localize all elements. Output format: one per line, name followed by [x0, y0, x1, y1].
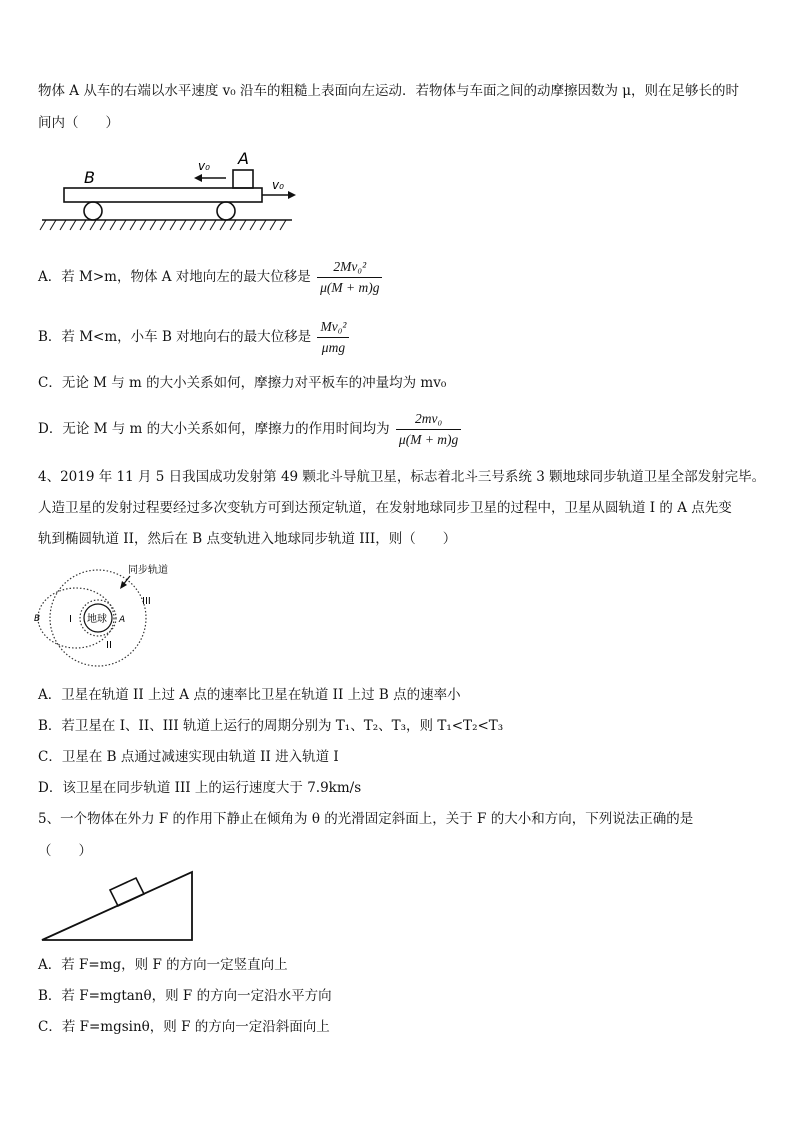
q3-cart-figure [38, 150, 308, 240]
label-v-right: v₀ [272, 178, 284, 192]
q4-stem-line2: 人造卫星的发射过程要经过多次变轨方可到达预定轨道，在发射地球同步卫星的过程中，卫星从圆轨道 I 的 A 点先变 [38, 500, 732, 516]
q3-option-b-text: B．若 M<m，小车 B 对地向右的最大位移是 [38, 329, 312, 345]
q5-option-c: C．若 F=mgsinθ，则 F 的方向一定沿斜面向上 [38, 1019, 330, 1035]
q5-option-b: B．若 F=mgtanθ，则 F 的方向一定沿水平方向 [38, 988, 332, 1004]
q3-stem-line1: 物体 A 从车的右端以水平速度 v₀ 沿车的粗糙上表面向左运动．若物体与车面之间的动摩擦因数为 μ，则在足够长的时 [38, 83, 740, 99]
fraction-numerator: 2mv₀ [396, 410, 461, 430]
fraction-numerator: Mv₀² [317, 318, 349, 338]
earth-label: 地球 [87, 614, 107, 625]
q4-orbit-figure [32, 560, 172, 670]
orbit-III-label: III [142, 596, 151, 607]
point-A-label: A [119, 615, 126, 625]
orbit-II-label: II [106, 640, 112, 651]
q3-option-a-text: A．若 M>m，物体 A 对地向左的最大位移是 [38, 269, 311, 285]
q3-option-b [38, 318, 349, 357]
sync-orbit-label: 同步轨道 [128, 565, 168, 576]
q3-option-d-fraction [396, 410, 461, 449]
q5-option-a: A．若 F=mg，则 F 的方向一定竖直向上 [38, 957, 288, 973]
fraction-numerator: 2Mv₀² [317, 258, 382, 278]
fraction-denominator: μ(M + m)g [398, 432, 459, 447]
orbit-I-label: I [69, 614, 72, 625]
q4-stem-line1: 4、2019 年 11 月 5 日我国成功发射第 49 颗北斗导航卫星，标志着北斗三号系统 3 颗地球同步轨道卫星全部发射完毕。 [38, 469, 766, 485]
label-v-left: v₀ [198, 159, 210, 173]
q3-option-a [38, 258, 382, 297]
q4-option-a: A．卫星在轨道 II 上过 A 点的速率比卫星在轨道 II 上过 B 点的速率小 [38, 687, 461, 703]
label-A: A [238, 150, 249, 168]
fraction-denominator: μmg [321, 340, 346, 355]
q3-option-a-fraction [317, 258, 382, 297]
q3-option-c: C．无论 M 与 m 的大小关系如何，摩擦力对平板车的冲量均为 mv₀ [38, 375, 447, 391]
q4-option-d: D．该卫星在同步轨道 III 上的运行速度大于 7.9km/s [38, 780, 362, 796]
label-B: B [84, 168, 95, 187]
q3-option-d [38, 410, 461, 449]
q5-incline-figure [38, 868, 198, 944]
q5-stem-line2: （ ） [38, 843, 92, 859]
q4-option-b: B．若卫星在 I、II、III 轨道上运行的周期分别为 T₁、T₂、T₃，则 T₁<T₂<T₃ [38, 718, 504, 734]
q4-option-c: C．卫星在 B 点通过减速实现由轨道 II 进入轨道 I [38, 749, 339, 765]
fraction-denominator: μ(M + m)g [320, 280, 380, 295]
q4-stem-line3: 轨到椭圆轨道 II，然后在 B 点变轨进入地球同步轨道 III，则（ ） [38, 531, 457, 547]
q3-option-b-fraction [317, 318, 349, 357]
q5-stem-line1: 5、一个物体在外力 F 的作用下静止在倾角为 θ 的光滑固定斜面上，关于 F 的大小和方向，下列说法正确的是 [38, 811, 694, 827]
q3-option-d-text: D．无论 M 与 m 的大小关系如何，摩擦力的作用时间均为 [38, 421, 390, 437]
q3-stem-line2: 间内（ ） [38, 115, 119, 131]
point-B-label: B [34, 614, 41, 624]
